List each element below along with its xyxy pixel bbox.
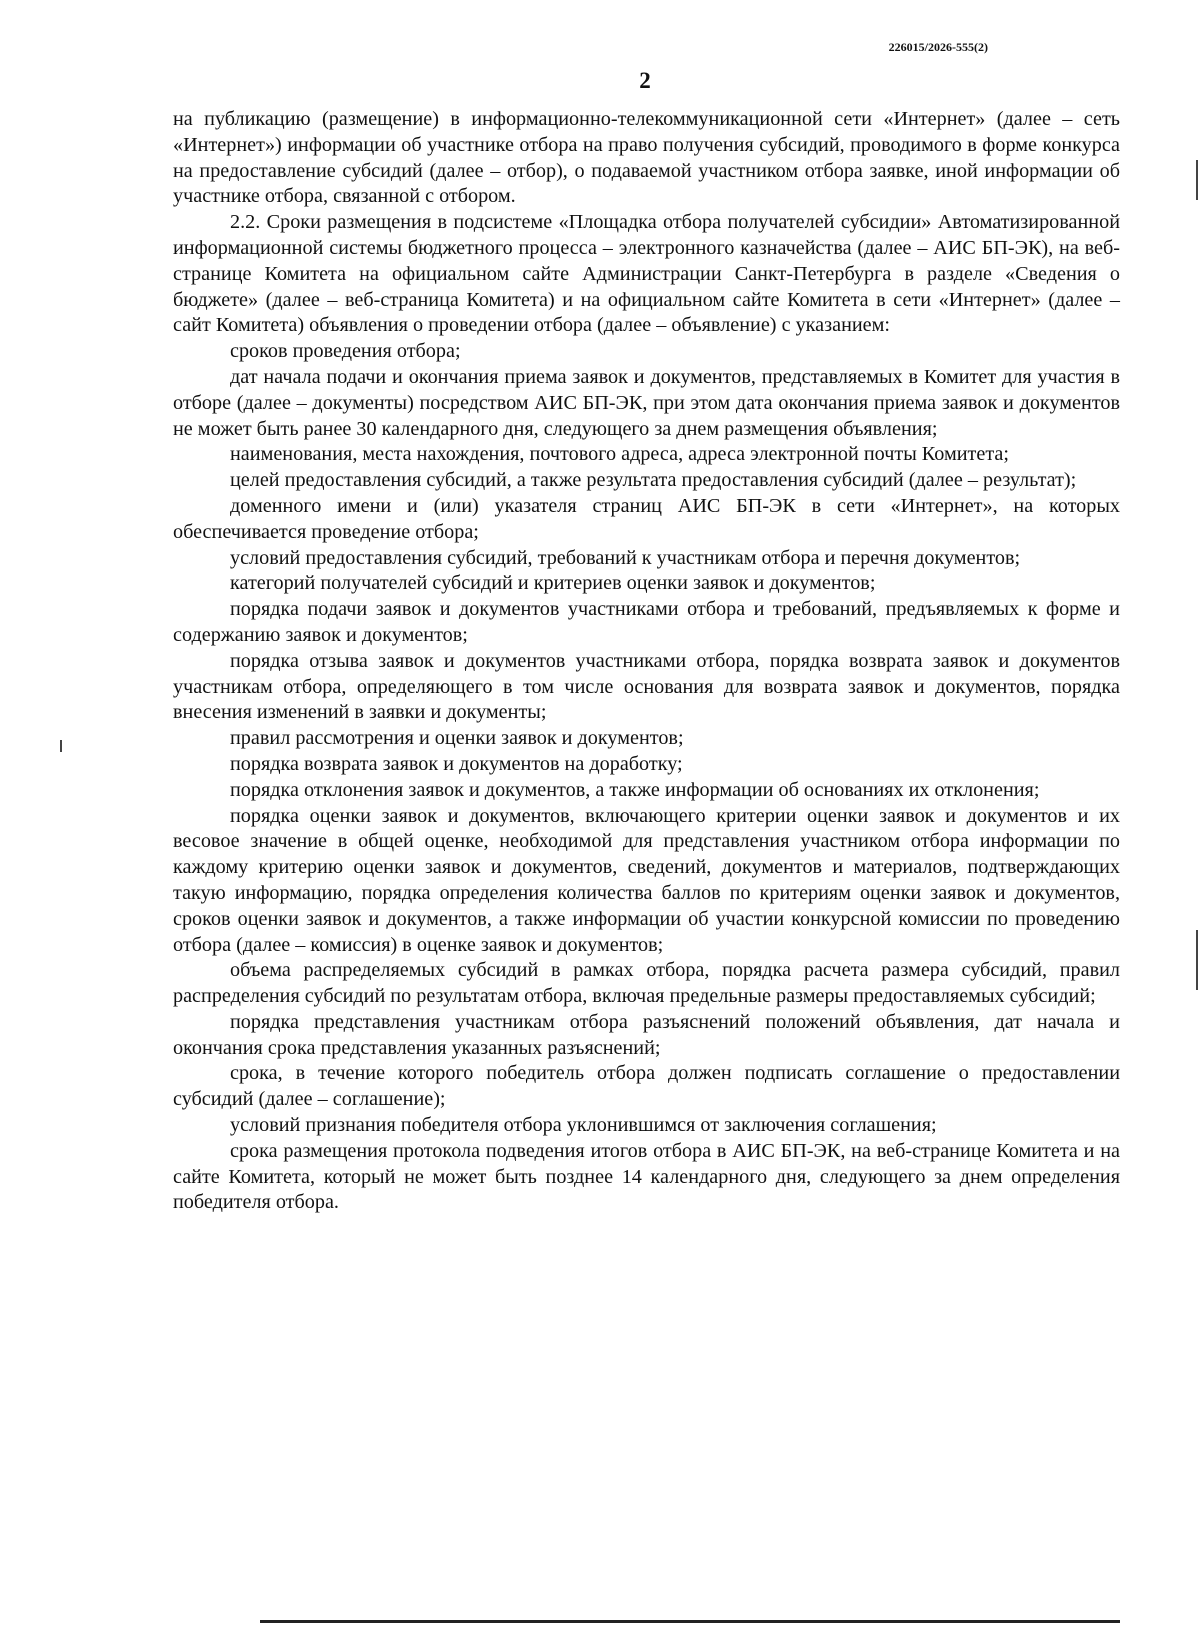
paragraph: срока, в течение которого победитель отбора должен подписать соглашение о предоставлении субсидий (далее – соглашение); [173,1062,1120,1111]
paragraph: сроков проведения отбора; [230,340,461,363]
paragraph: порядка представления участникам отбора разъяснений положений объявления, дат начала и окончания срока представления указанных разъяснений; [173,1010,1120,1059]
paragraph: категорий получателей субсидий и критериев оценки заявок и документов; [230,572,876,595]
document-body [173,107,1120,1216]
paragraph: порядка отклонения заявок и документов, а также информации об основаниях их отклонения; [230,778,1040,801]
paragraph: порядка отзыва заявок и документов участниками отбора, порядка возврата заявок и документов участникам отбора, определяющего в том числе основания для возврата заявок и документов, порядка внесения изменений в заявки и документы; [173,649,1120,724]
paragraph: наименования, места нахождения, почтового адреса, адреса электронной почты Комитета; [230,443,1009,466]
paragraph: порядка оценки заявок и документов, включающего критерии оценки заявок и документов и их весовое значение в общей оценке, необходимой для представления участником отбора информации по каждому критерию оценки заявок и документов, сведений, документов и материалов, подтверждающих такую информацию, порядка определения количества баллов по критериям оценки заявок и документов, сроков оценки заявок и документов, а также информации об участии конкурсной комиссии по проведению отбора (далее – комиссия) в оценке заявок и документов; [173,804,1120,956]
scan-artifact [1196,930,1198,990]
paragraph: на публикацию (размещение) в информационно-телекоммуникационной сети «Интернет» (далее – сеть «Интернет») информации об участнике отбора на право получения субсидий, проводимого в форме конкурса на предоставление субсидий (далее – отбор), о подаваемой участником отбора заявке, иной информации об участнике отбора, связанной с отбором. [173,108,1120,208]
paragraph: условий признания победителя отбора уклонившимся от заключения соглашения; [230,1114,937,1137]
paragraph: порядка возврата заявок и документов на доработку; [230,752,683,775]
scan-artifact [60,740,62,752]
paragraph: правил рассмотрения и оценки заявок и документов; [230,727,684,750]
paragraph: дат начала подачи и окончания приема заявок и документов, представляемых в Комитет для участия в отборе (далее – документы) посредством АИС БП-ЭК, при этом дата окончания приема заявок и документов не может быть ранее 30 календарного дня, следующего за днем размещения объявления; [173,365,1120,440]
document-number: 226015/2026-555(2) [888,40,988,54]
paragraph: 2.2. Сроки размещения в подсистеме «Площадка отбора получателей субсидии» Автоматизированной информационной системы бюджетного процесса – электронного казначейства (далее – АИС БП-ЭК), на веб-странице Комитета на официальном сайте Администрации Санкт-Петербурга в разделе «Сведения о бюджете» (далее – веб-страница Комитета) и на официальном сайте Комитета в сети «Интернет» (далее – сайт Комитета) объявления о проведении отбора (далее – объявление) с указанием: [173,211,1120,337]
paragraph: порядка подачи заявок и документов участниками отбора и требований, предъявляемых к форме и содержанию заявок и документов; [173,598,1120,646]
paragraph: объема распределяемых субсидий в рамках отбора, порядка расчета размера субсидий, правил распределения субсидий по результатам отбора, включая предельные размеры предоставляемых субсидий; [173,959,1120,1008]
page-number: 2 [639,68,651,93]
paragraph: условий предоставления субсидий, требований к участникам отбора и перечня документов; [230,546,1021,569]
paragraph: срока размещения протокола подведения итогов отбора в АИС БП-ЭК, на веб-странице Комитета и на сайте Комитета, который не может быть позднее 14 календарного дня, следующего за днем определения победителя отбора. [173,1139,1120,1214]
scan-artifact [1196,160,1198,200]
paragraph: целей предоставления субсидий, а также результата предоставления субсидий (далее – результат); [230,469,1077,492]
paragraph: доменного имени и (или) указателя страниц АИС БП-ЭК в сети «Интернет», на которых обеспечивается проведение отбора; [173,494,1120,543]
scan-bottom-edge [260,1620,1120,1623]
